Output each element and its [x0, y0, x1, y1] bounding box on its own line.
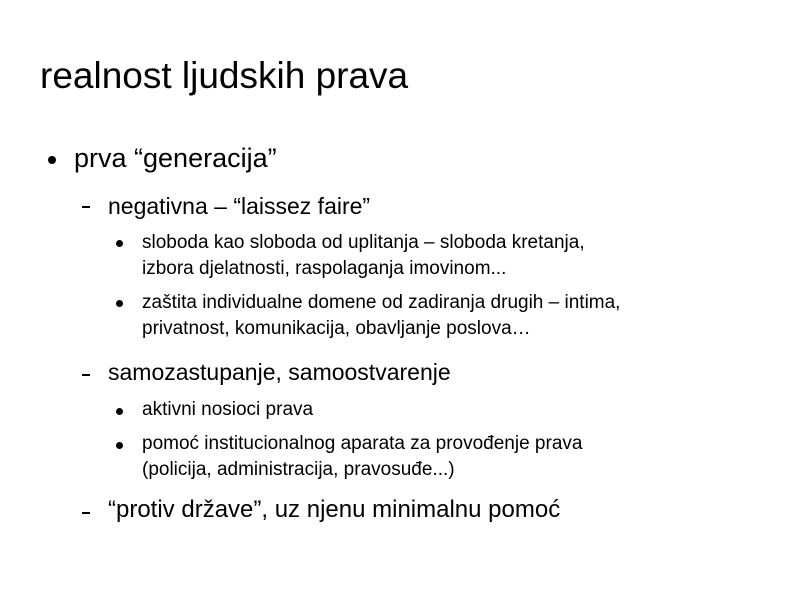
bullet-dash-icon: [82, 206, 90, 208]
bullet-level3-line1: zaštita individualne domene od zadiranja drugih – intima,: [142, 292, 621, 313]
bullet-level3-line2: izbora djelatnosti, raspolaganja imovinom...: [142, 258, 507, 279]
bullet-level3-line1: pomoć institucionalnog aparata za provođenje prava: [142, 433, 583, 454]
bullet-level2: negativna – “laissez faire”: [108, 193, 371, 219]
slide-title: realnost ljudskih prava: [40, 55, 409, 96]
bullet-level3-line2: privatnost, komunikacija, obavljanje poslova…: [142, 318, 531, 339]
bullet-level2: “protiv države”, uz njenu minimalnu pomoć: [108, 496, 561, 523]
bullet-dot-icon: [116, 240, 123, 247]
bullet-level3-line1: sloboda kao sloboda od uplitanja – sloboda kretanja,: [142, 232, 585, 253]
bullet-dot-icon: [116, 442, 123, 449]
bullet-dot-icon: [116, 300, 123, 307]
bullet-dash-icon: [82, 374, 90, 376]
bullet-dash-icon: [82, 512, 90, 514]
bullet-level3-line2: (policija, administracija, pravosuđe...): [142, 459, 455, 480]
bullet-level3-line1: aktivni nosioci prava: [142, 399, 314, 420]
bullet-level2: samozastupanje, samoostvarenje: [108, 359, 451, 385]
bullet-dot-icon: [116, 408, 123, 415]
bullet-dot-icon: [48, 156, 56, 164]
bullet-level1: prva “generacija”: [74, 143, 277, 173]
